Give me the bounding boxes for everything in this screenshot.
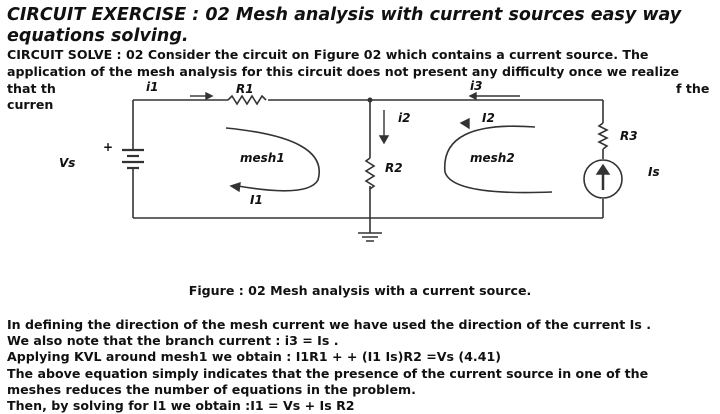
label-current-i1: I1: [250, 193, 263, 207]
label-vs: Vs: [59, 156, 76, 170]
figure-caption: Figure : 02 Mesh analysis with a current source.: [188, 283, 532, 298]
intro-line-3-right: f the: [676, 81, 710, 96]
circuit-diagram: [0, 76, 720, 276]
body-line-4: The above equation simply indicates that the presence of the current source in one of the: [7, 366, 649, 381]
page-title: [7, 5, 713, 47]
body-line-1: In defining the direction of the mesh current we have used the direction of the current Is .: [7, 317, 651, 332]
label-mesh1: mesh1: [240, 151, 285, 165]
label-i2: i2: [398, 111, 411, 125]
body-line-3: Applying KVL around mesh1 we obtain : I1R1 + + (I1 Is)R2 =Vs (4.41): [7, 349, 501, 364]
body-line-5: meshes reduces the number of equations in the problem.: [7, 382, 416, 397]
label-i1: i1: [146, 80, 159, 94]
intro-line-4-left: curren: [7, 97, 54, 112]
body-line-6-partial: Then, by solving for I1 we obtain :I1 = Vs + Is R2: [7, 398, 355, 413]
label-i3: i3: [470, 79, 483, 93]
label-r1: R1: [236, 82, 254, 96]
circuit-background: [62, 88, 622, 243]
top-node-dot: [368, 98, 373, 103]
intro-line-2: application of the mesh analysis for this circuit does not present any difficulty once we realize: [7, 64, 680, 79]
label-r2: R2: [385, 161, 403, 175]
intro-line-3-left: that th: [7, 81, 56, 96]
label-r3: R3: [620, 129, 638, 143]
body-line-2: We also note that the branch current : i3 = Is .: [7, 333, 339, 348]
title-line-1: CIRCUIT EXERCISE : 02 Mesh analysis with current sources easy way: [7, 5, 682, 25]
label-plus: +: [103, 140, 114, 154]
title-line-2: equations solving.: [7, 26, 189, 46]
label-mesh2: mesh2: [470, 151, 515, 165]
label-current-i2: I2: [482, 111, 495, 125]
label-is: Is: [648, 165, 660, 179]
intro-line-1: CIRCUIT SOLVE : 02 Consider the circuit on Figure 02 which contains a current source. The: [7, 47, 649, 62]
